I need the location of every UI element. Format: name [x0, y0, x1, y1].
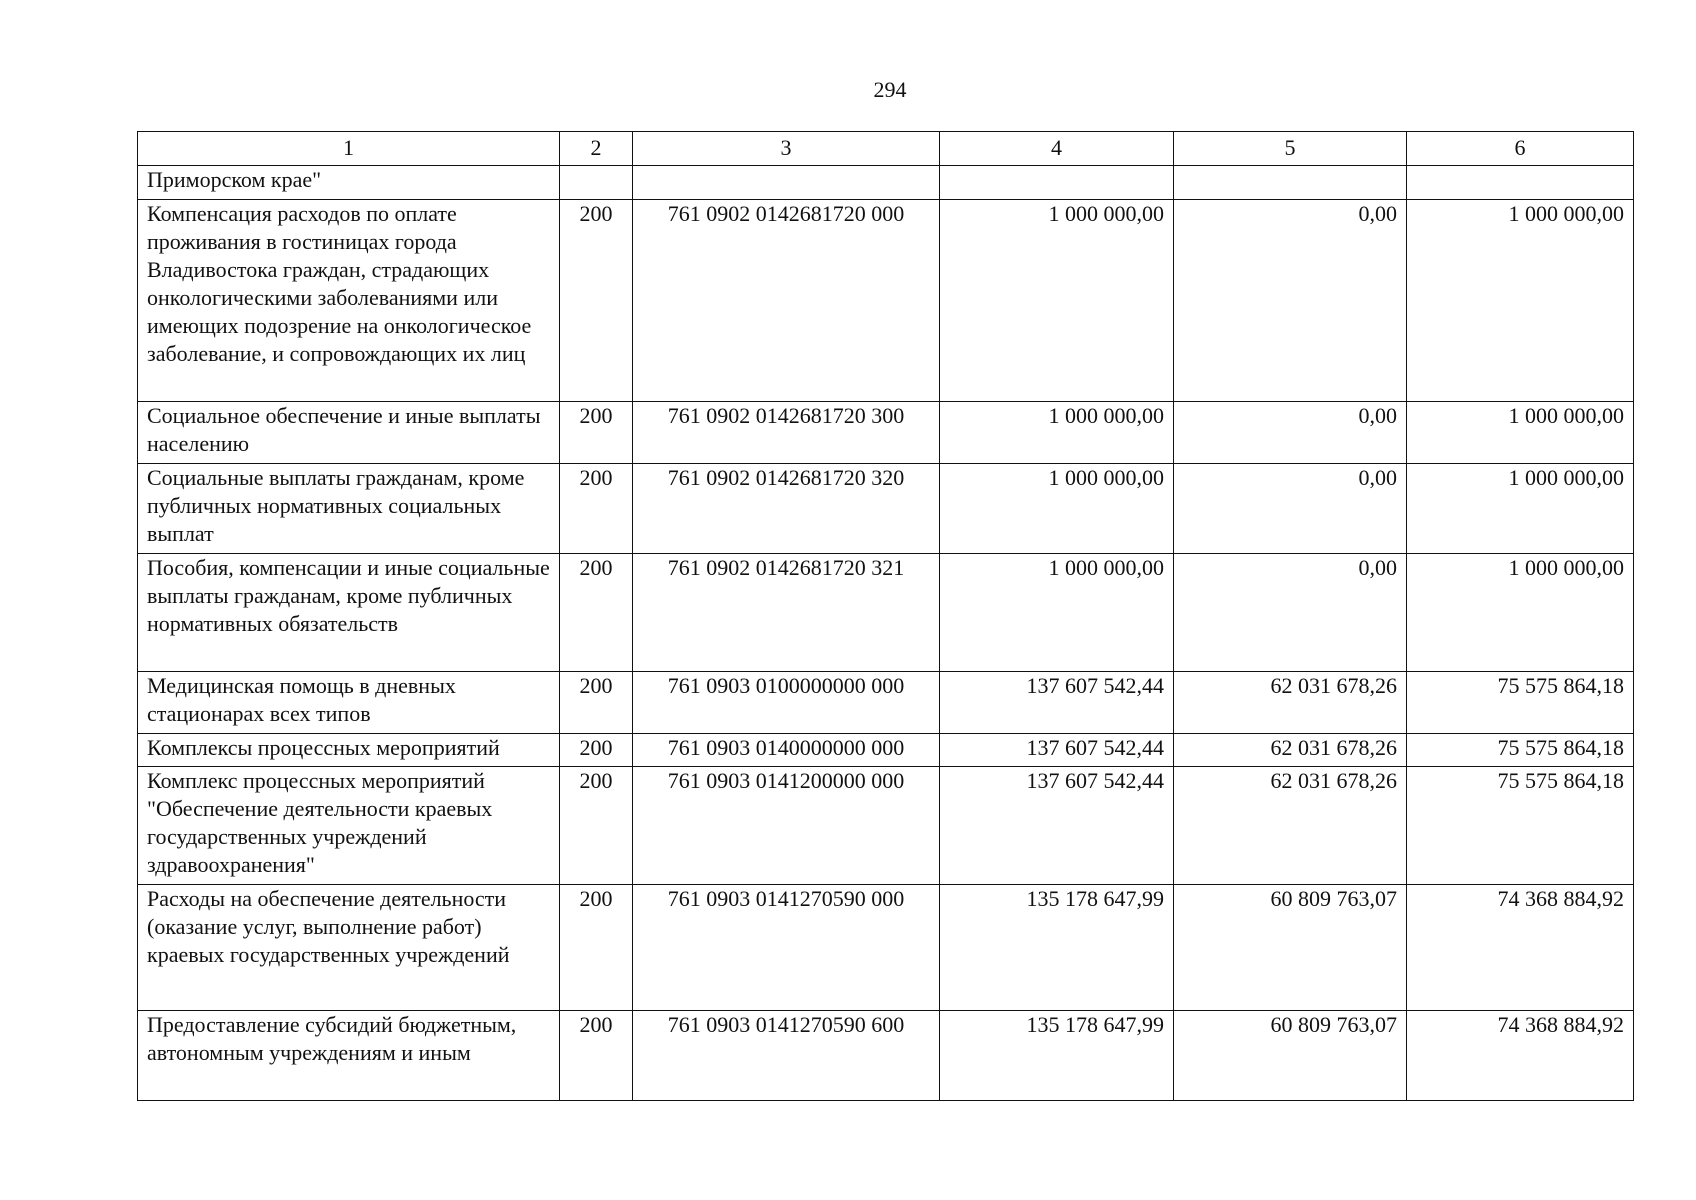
row-name: Приморском крае" — [138, 166, 560, 200]
row-name: Комплекс процессных мероприятий "Обеспечение деятельности краевых государственных учреждений здравоохранения" — [138, 767, 560, 885]
row-col4: 135 178 647,99 — [940, 885, 1174, 1011]
table-row — [138, 672, 1634, 734]
row-col6: 75 575 864,18 — [1407, 734, 1634, 767]
row-kbk: 761 0902 0142681720 320 — [633, 464, 940, 554]
row-col6 — [1407, 166, 1634, 200]
row-col5: 0,00 — [1174, 554, 1407, 672]
row-code: 200 — [560, 554, 633, 672]
row-col5: 60 809 763,07 — [1174, 1011, 1407, 1101]
row-col4 — [940, 166, 1174, 200]
table-row — [138, 885, 1634, 1011]
row-col5: 60 809 763,07 — [1174, 885, 1407, 1011]
row-col6: 1 000 000,00 — [1407, 402, 1634, 464]
column-header: 6 — [1407, 132, 1634, 166]
row-col4: 1 000 000,00 — [940, 402, 1174, 464]
row-col5: 62 031 678,26 — [1174, 767, 1407, 885]
row-col5 — [1174, 166, 1407, 200]
row-name: Пособия, компенсации и иные социальные выплаты гражданам, кроме публичных нормативных обязательств — [138, 554, 560, 672]
table-row — [138, 166, 1634, 200]
row-code: 200 — [560, 885, 633, 1011]
page-number: 294 — [873, 77, 907, 102]
table-row — [138, 767, 1634, 885]
table-row — [138, 464, 1634, 554]
row-name: Социальные выплаты гражданам, кроме публичных нормативных социальных выплат — [138, 464, 560, 554]
row-code: 200 — [560, 672, 633, 734]
row-col6: 74 368 884,92 — [1407, 885, 1634, 1011]
row-col5: 0,00 — [1174, 402, 1407, 464]
row-name: Социальное обеспечение и иные выплаты населению — [138, 402, 560, 464]
row-kbk: 761 0903 0141270590 000 — [633, 885, 940, 1011]
table-row — [138, 1011, 1634, 1101]
row-col4: 137 607 542,44 — [940, 672, 1174, 734]
column-header: 3 — [633, 132, 940, 166]
row-kbk: 761 0903 0141200000 000 — [633, 767, 940, 885]
row-kbk: 761 0902 0142681720 321 — [633, 554, 940, 672]
row-name: Расходы на обеспечение деятельности (оказание услуг, выполнение работ) краевых государственных учреждений — [138, 885, 560, 1011]
row-code: 200 — [560, 402, 633, 464]
row-code: 200 — [560, 767, 633, 885]
row-code — [560, 166, 633, 200]
row-name: Компенсация расходов по оплате проживания в гостиницах города Владивостока граждан, страдающих онкологическими заболеваниями или имеющих подозрение на онкологическое заболевание, и сопровождающих их лиц — [138, 200, 560, 402]
row-code: 200 — [560, 200, 633, 402]
row-code: 200 — [560, 1011, 633, 1101]
row-name: Предоставление субсидий бюджетным, автономным учреждениям и иным — [138, 1011, 560, 1101]
column-header: 4 — [940, 132, 1174, 166]
row-col4: 1 000 000,00 — [940, 554, 1174, 672]
budget-table — [137, 131, 1634, 1101]
row-col6: 75 575 864,18 — [1407, 767, 1634, 885]
row-kbk: 761 0903 0140000000 000 — [633, 734, 940, 767]
row-col4: 137 607 542,44 — [940, 734, 1174, 767]
table-row — [138, 200, 1634, 402]
row-name: Медицинская помощь в дневных стационарах всех типов — [138, 672, 560, 734]
row-col6: 1 000 000,00 — [1407, 200, 1634, 402]
row-col4: 135 178 647,99 — [940, 1011, 1174, 1101]
row-name: Комплексы процессных мероприятий — [138, 734, 560, 767]
row-code: 200 — [560, 464, 633, 554]
column-header: 1 — [138, 132, 560, 166]
row-code: 200 — [560, 734, 633, 767]
row-col4: 1 000 000,00 — [940, 464, 1174, 554]
row-col6: 75 575 864,18 — [1407, 672, 1634, 734]
row-kbk — [633, 166, 940, 200]
row-col5: 0,00 — [1174, 464, 1407, 554]
table-row — [138, 734, 1634, 767]
row-kbk: 761 0902 0142681720 300 — [633, 402, 940, 464]
row-kbk: 761 0903 0141270590 600 — [633, 1011, 940, 1101]
row-col5: 0,00 — [1174, 200, 1407, 402]
table-row — [138, 402, 1634, 464]
row-col6: 1 000 000,00 — [1407, 554, 1634, 672]
row-col6: 1 000 000,00 — [1407, 464, 1634, 554]
column-header: 2 — [560, 132, 633, 166]
row-col4: 137 607 542,44 — [940, 767, 1174, 885]
row-col6: 74 368 884,92 — [1407, 1011, 1634, 1101]
row-kbk: 761 0902 0142681720 000 — [633, 200, 940, 402]
row-col4: 1 000 000,00 — [940, 200, 1174, 402]
table-row — [138, 554, 1634, 672]
row-col5: 62 031 678,26 — [1174, 672, 1407, 734]
table-header-row — [138, 132, 1634, 166]
row-kbk: 761 0903 0100000000 000 — [633, 672, 940, 734]
column-header: 5 — [1174, 132, 1407, 166]
row-col5: 62 031 678,26 — [1174, 734, 1407, 767]
